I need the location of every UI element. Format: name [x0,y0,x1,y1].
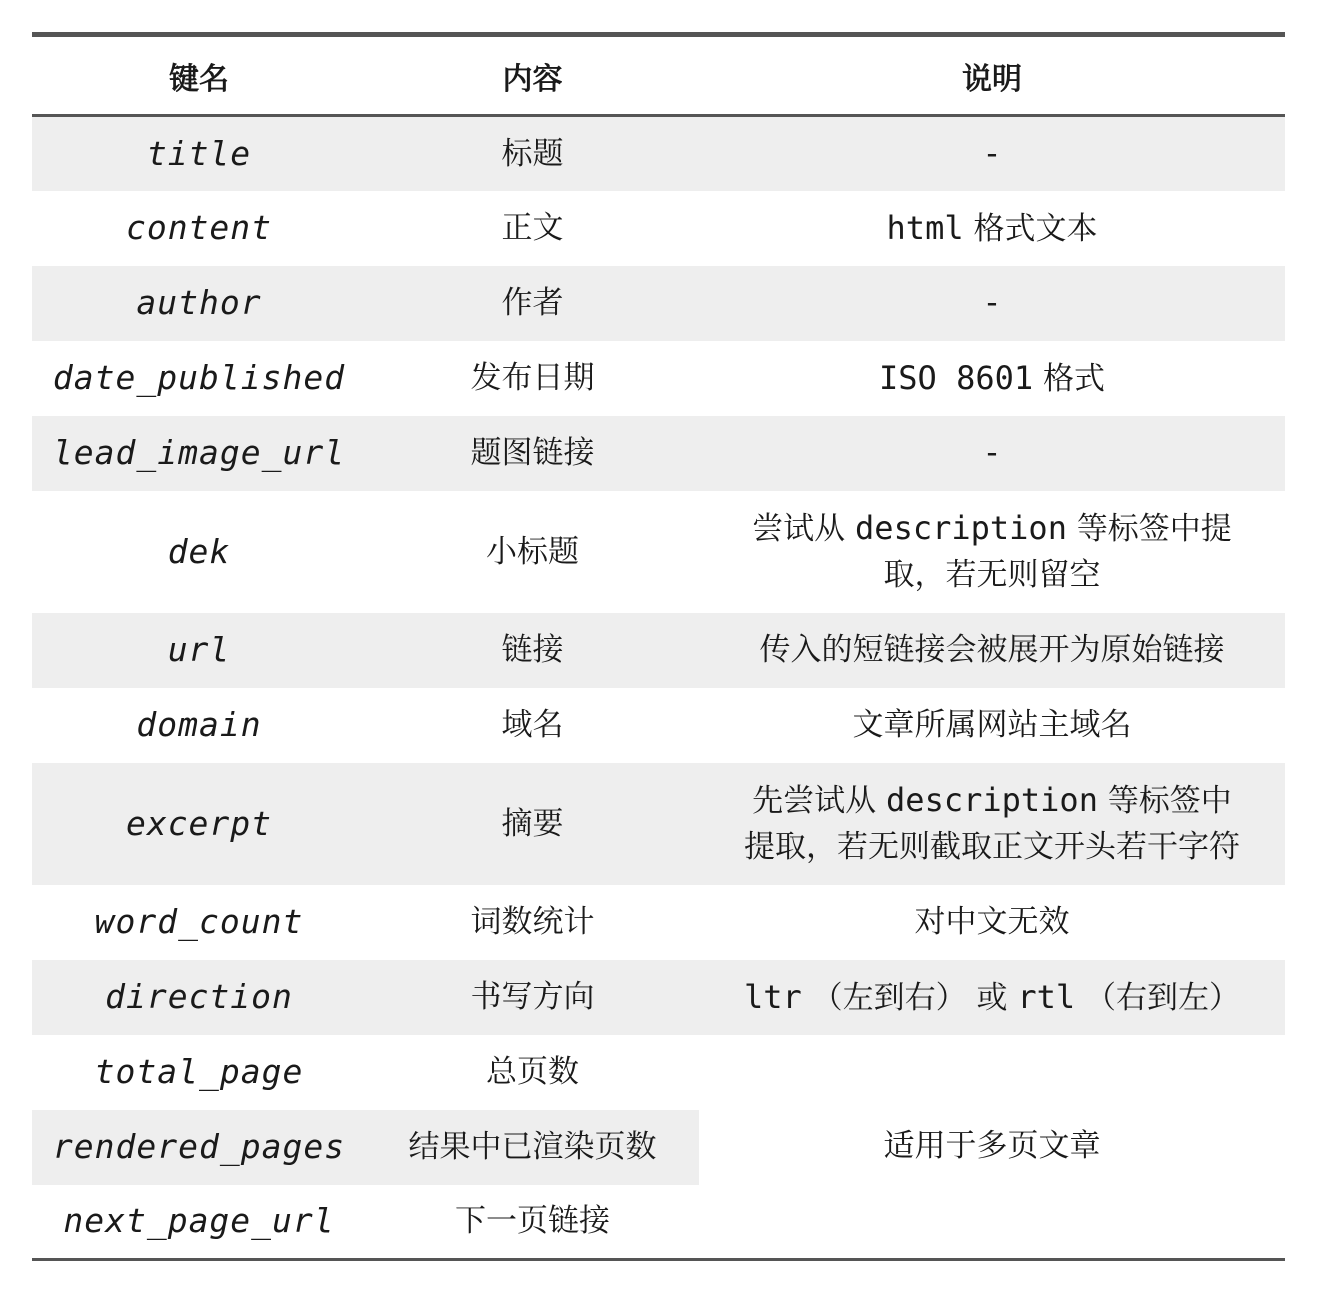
row-note: 文章所属网站主域名 [852,707,1132,743]
note-code: description [886,781,1098,819]
row-note [699,763,1285,885]
row-content: 词数统计 [470,904,595,940]
row-content: 发布日期 [470,360,595,396]
table-row [32,116,1285,191]
note-code: ltr [743,977,802,1016]
row-content: 书写方向 [366,960,699,1035]
note-text: （右到左） [1085,979,1241,1016]
table-row [32,763,1285,885]
row-key: excerpt [32,763,366,885]
table-row [32,960,1285,1035]
row-note: - [699,416,1285,491]
row-content: 小标题 [486,533,579,570]
table-row [32,613,1285,688]
row-content: 标题 [366,116,699,191]
row-key: word_count [94,902,304,941]
row-key: title [32,116,366,191]
note-text: 先尝试从 [752,783,877,819]
row-content: 作者 [366,266,699,341]
header-note: 说明 [699,35,1285,116]
note-text: 格式 [1042,360,1105,397]
row-key: url [32,613,366,688]
note-code: ISO 8601 [879,358,1034,397]
note-text: 尝试从 [752,511,846,547]
fields-table [32,32,1285,1261]
note-text: 格式文本 [973,210,1098,247]
row-note [699,491,1285,613]
row-content: 结果中已渲染页数 [366,1110,699,1185]
row-key: content [125,208,273,247]
row-note [699,191,1285,266]
row-note: - [699,266,1285,341]
table-row [32,688,1285,763]
row-note: 对中文无效 [914,904,1070,940]
row-key: lead_image_url [32,416,366,491]
row-key: total_page [94,1052,304,1091]
row-note: - [699,116,1285,191]
row-content: 域名 [501,707,564,743]
note-text: 等标签中提 [1076,511,1232,547]
row-key: direction [32,960,366,1035]
row-key: author [32,266,366,341]
note-text: （左到右） [811,979,967,1016]
note-text: 取，若无则留空 [883,557,1101,593]
row-key: dek [167,531,231,571]
note-text: 等标签中 [1107,783,1232,819]
table-row [32,191,1285,266]
note-code: rtl [1017,977,1076,1016]
header-content: 内容 [366,35,699,116]
row-key: rendered_pages [32,1110,366,1185]
row-note [699,960,1285,1035]
note-text: 或 [976,979,1008,1016]
row-key: date_published [52,358,346,397]
table-row [32,341,1285,416]
row-content: 题图链接 [366,416,699,491]
row-content: 总页数 [486,1054,579,1090]
table-row [32,416,1285,491]
row-key: next_page_url [63,1201,335,1241]
row-note: 传入的短链接会被展开为原始链接 [699,613,1285,688]
table-row [32,491,1285,613]
row-key: domain [136,705,262,744]
header-row [32,35,1285,116]
header-key: 键名 [32,35,366,116]
table-row [32,885,1285,960]
note-text: 提取，若无则截取正文开头若干字符 [744,829,1240,865]
row-content: 摘要 [366,763,699,885]
note-code: html [886,208,964,247]
table-row [32,266,1285,341]
row-content: 下一页链接 [455,1203,610,1240]
merged-note: 适用于多页文章 [699,1035,1285,1260]
row-content: 正文 [501,210,564,246]
row-note [699,341,1285,416]
row-content: 链接 [366,613,699,688]
table-container [32,32,1285,1261]
table-row [32,1035,1285,1110]
note-code: description [855,509,1067,547]
